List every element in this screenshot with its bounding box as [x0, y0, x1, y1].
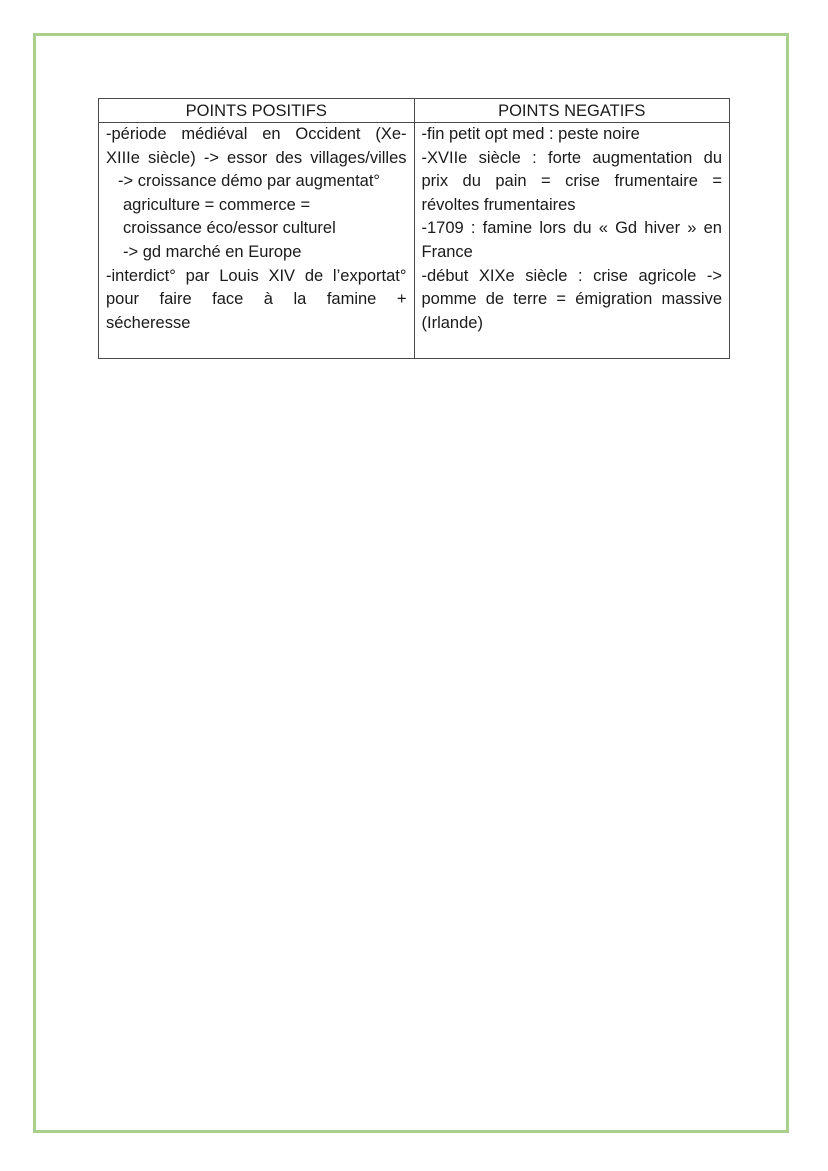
header-row [99, 99, 730, 123]
positive-cell [99, 123, 415, 359]
negative-line: -début XIXe siècle : crise agricole -> [421, 266, 722, 285]
negative-line: -1709 : famine lors du « Gd hiver » en [421, 219, 722, 238]
negative-line: pomme de terre = émigration massive [421, 290, 722, 309]
negative-line: révoltes frumentaires [421, 195, 576, 214]
positive-line: sécheresse [106, 313, 191, 332]
positive-line: -> gd marché en Europe [123, 242, 302, 261]
positive-line: -interdict° par Louis XIV de l’exportat° [106, 266, 407, 285]
notes-table [98, 98, 730, 359]
negative-line: prix du pain = crise frumentaire = [421, 172, 722, 191]
positive-line: XIIIe siècle) -> essor des villages/villes [106, 148, 407, 167]
negative-line: -XVIIe siècle : forte augmentation du [421, 148, 722, 167]
negative-line: -fin petit opt med : peste noire [421, 125, 640, 143]
positive-line: agriculture = commerce = [123, 195, 311, 214]
positive-line: -période médiéval en Occident (Xe- [106, 125, 407, 143]
positive-line: croissance éco/essor culturel [123, 219, 336, 238]
header-positive: POINTS POSITIFS [99, 99, 415, 123]
negative-line: France [421, 242, 473, 261]
header-negative: POINTS NEGATIFS [414, 99, 730, 123]
content-row [99, 123, 730, 359]
negative-cell [414, 123, 730, 359]
positive-line: -> croissance démo par augmentat° [118, 172, 381, 191]
positive-line: pour faire face à la famine + [106, 290, 407, 309]
negative-line: (Irlande) [421, 313, 483, 332]
